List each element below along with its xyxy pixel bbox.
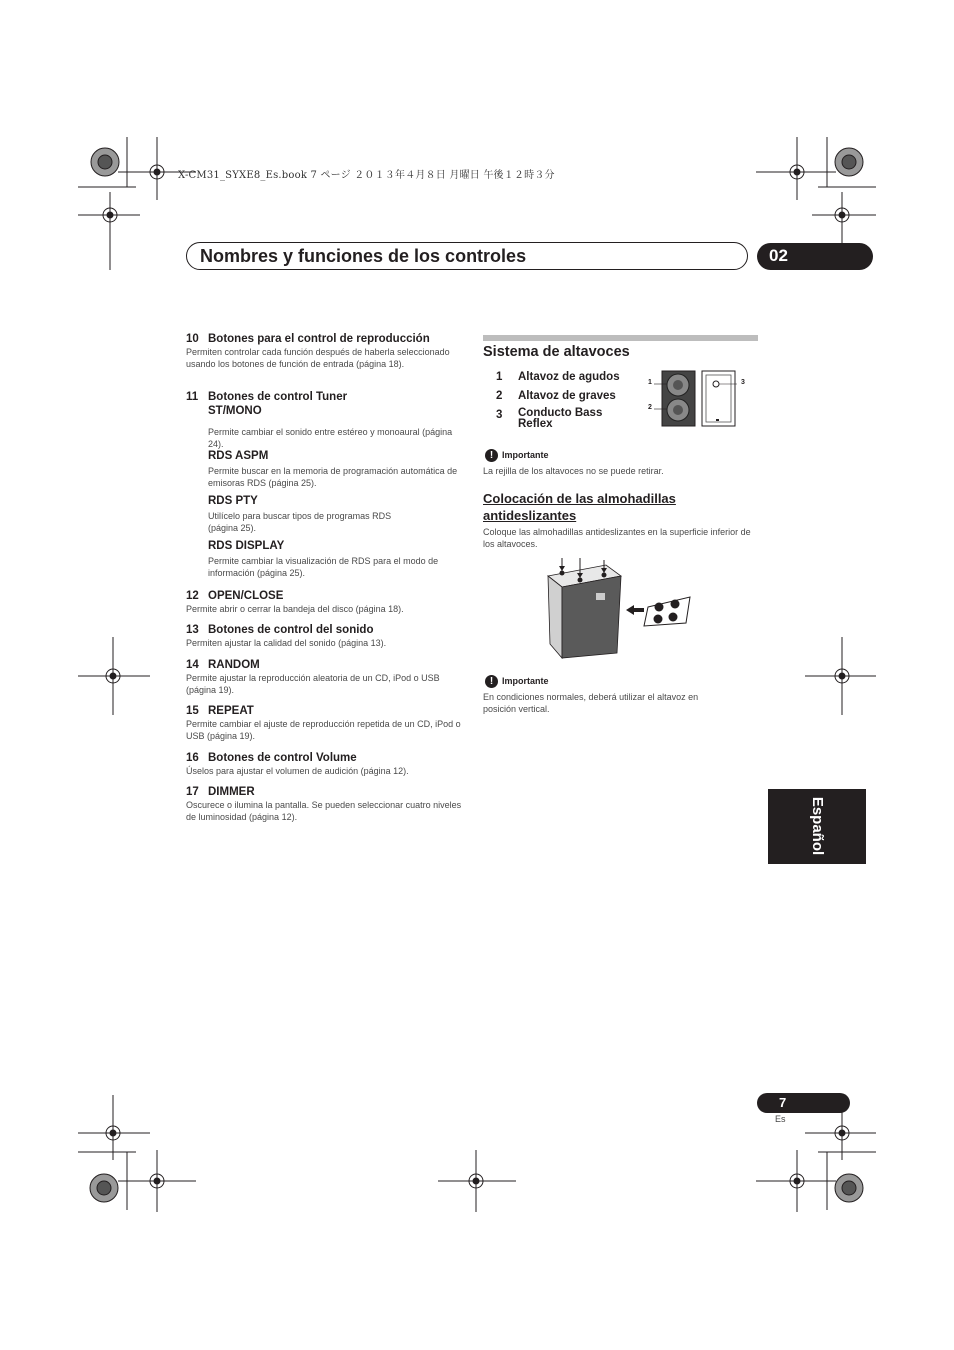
- item-title: Botones de control Volume: [208, 752, 357, 764]
- item-title: RANDOM: [208, 659, 260, 671]
- important-text: En condiciones normales, deberá utilizar el altavoz en posición vertical.: [483, 692, 699, 714]
- item-number: 13: [186, 624, 199, 636]
- item-number: 15: [186, 705, 199, 717]
- item-text: Permite buscar en la memoria de programación automática de emisoras RDS (página 25).: [208, 466, 458, 488]
- pad-placement-diagram: [540, 556, 700, 662]
- speaker-item-3: [496, 408, 626, 430]
- item-number: 14: [186, 659, 199, 671]
- item-text: Permite abrir o cerrar la bandeja del disco (página 18).: [186, 604, 404, 614]
- speaker-num: 1: [496, 371, 503, 383]
- item-text: Úselos para ajustar el volumen de audición (página 12).: [186, 766, 409, 776]
- item-subtitle: RDS DISPLAY: [208, 540, 285, 552]
- item-16: [186, 751, 462, 777]
- page-number: 7: [779, 1095, 787, 1110]
- speaker-diagram: [645, 368, 750, 430]
- important-label: Importante: [502, 676, 549, 686]
- subsection-text: Coloque las almohadillas antideslizantes en la superficie inferior de los altavoces.: [483, 527, 751, 549]
- item-title: DIMMER: [208, 786, 255, 798]
- speaker-num: 3: [496, 409, 503, 421]
- callout-1: 1: [648, 379, 652, 386]
- item-text: Permiten controlar cada función después de haberla seleccionado usando los botones de función de entrada (página 18).: [186, 347, 450, 369]
- item-text: Permiten ajustar la calidad del sonido (página 13).: [186, 638, 387, 648]
- item-rds-display: [208, 539, 462, 579]
- item-number: 17: [186, 786, 199, 798]
- item-text: Permite cambiar el ajuste de reproducción repetida de un CD, iPod o USB (página 19).: [186, 719, 461, 741]
- language-tab-label: Español: [809, 796, 826, 856]
- speaker-item-1: [496, 370, 646, 384]
- callout-2: 2: [648, 404, 652, 411]
- speaker-label: Altavoz de graves: [518, 390, 616, 402]
- item-17: [186, 785, 462, 823]
- item-title: Botones de control Tuner: [208, 391, 348, 403]
- chapter-number: 02: [769, 246, 788, 265]
- item-subtitle: RDS PTY: [208, 495, 258, 507]
- item-number: 16: [186, 752, 199, 764]
- speaker-num: 2: [496, 390, 503, 402]
- item-12: [186, 589, 462, 615]
- item-subtitle: ST/MONO: [208, 405, 262, 417]
- page-title: Nombres y funciones de los controles: [200, 246, 527, 266]
- item-text: Permite cambiar el sonido entre estéreo y monoaural (página 24).: [208, 427, 453, 449]
- item-10: [186, 332, 462, 370]
- item-title: REPEAT: [208, 705, 254, 717]
- section-rule: [483, 335, 758, 341]
- item-15: [186, 704, 462, 742]
- subsection-title: Colocación de las almohadillas antideslizantes: [483, 491, 676, 523]
- item-rds-pty: [208, 494, 462, 534]
- item-number: 11: [186, 391, 199, 403]
- important-icon: !: [485, 675, 498, 688]
- item-13: [186, 623, 462, 649]
- item-text: Permite ajustar la reproducción aleatoria de un CD, iPod o USB (página 19).: [186, 673, 440, 695]
- speaker-label: Altavoz de agudos: [518, 371, 620, 383]
- item-subtitle: RDS ASPM: [208, 450, 269, 462]
- item-14: [186, 658, 462, 696]
- book-file-line: X-CM31_SYXE8_Es.book 7 ページ ２０１３年４月８日 月曜日 午後１２時３分: [178, 170, 555, 181]
- page-number-badge: [757, 1093, 850, 1113]
- important-text: La rejilla de los altavoces no se puede retirar.: [483, 466, 664, 476]
- item-11: [186, 390, 462, 450]
- item-text: Permite cambiar la visualización de RDS para el modo de información (página 25).: [208, 556, 439, 578]
- item-title: OPEN/CLOSE: [208, 590, 284, 602]
- section-title: Sistema de altavoces: [483, 344, 630, 360]
- item-title: Botones para el control de reproducción: [208, 333, 430, 345]
- speaker-label: Conducto Bass Reflex: [518, 407, 603, 430]
- item-text: Oscurece o ilumina la pantalla. Se pueden seleccionar cuatro niveles de luminosidad (página 12).: [186, 800, 462, 822]
- speaker-item-2: [496, 389, 646, 403]
- important-label: Importante: [502, 450, 549, 460]
- callout-3: 3: [741, 379, 745, 386]
- page-language: Es: [775, 1114, 786, 1124]
- item-text: Utilícelo para buscar tipos de programas RDS (página 25).: [208, 511, 392, 533]
- item-number: 12: [186, 590, 199, 602]
- item-rds-aspm: [208, 449, 462, 489]
- item-title: Botones de control del sonido: [208, 624, 374, 636]
- item-number: 10: [186, 333, 199, 345]
- important-icon: !: [485, 449, 498, 462]
